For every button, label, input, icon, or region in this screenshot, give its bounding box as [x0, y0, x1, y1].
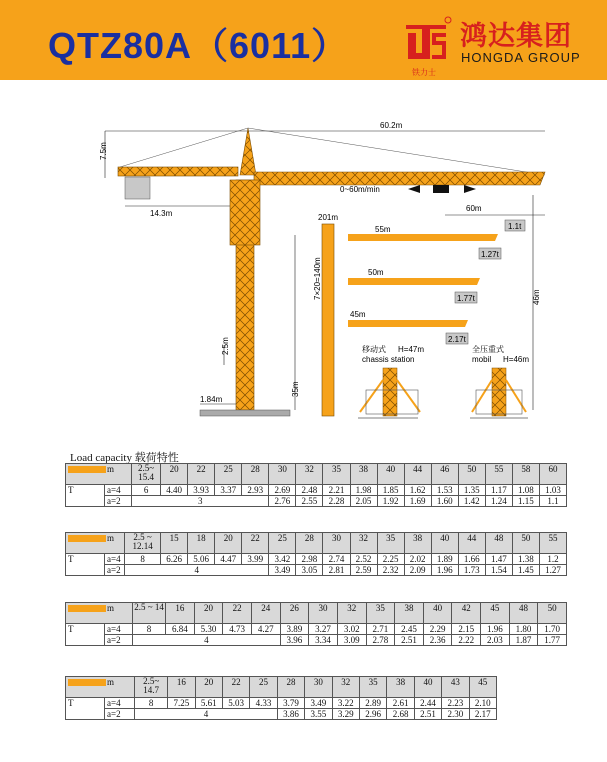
load-value: 4.33 — [250, 698, 277, 709]
unit-t-label: T — [66, 485, 105, 507]
jib-swatch — [68, 466, 106, 473]
reeving-a4: a=4 — [105, 554, 125, 565]
radius-value: 50 — [512, 533, 539, 554]
chassis-base-drawing — [358, 368, 420, 418]
load-const: 4 — [125, 565, 269, 576]
load-value: 1.1 — [539, 496, 566, 507]
radius-header — [66, 533, 125, 554]
radius-value: 45 — [481, 603, 510, 624]
load-value: 1.87 — [509, 635, 538, 646]
load-value: 7.25 — [168, 698, 195, 709]
load-value: 2.25 — [377, 554, 404, 565]
load-first: 8 — [135, 698, 168, 709]
load-row-a2 — [66, 709, 497, 720]
tower-head — [240, 128, 256, 175]
jib-55-load: 1.27t — [481, 250, 499, 259]
load-value: 2.21 — [323, 485, 350, 496]
load-value: 1.77 — [538, 635, 567, 646]
radius-value: 20 — [195, 677, 222, 698]
jib-45 — [348, 320, 468, 327]
load-value: 1.80 — [509, 624, 538, 635]
radius-value: 44 — [458, 533, 485, 554]
load-value: 3.93 — [188, 485, 215, 496]
load-const: 4 — [135, 709, 278, 720]
chassis-label-cn: 移动式 — [362, 345, 386, 354]
radius-value: 16 — [168, 677, 195, 698]
radius-value: 20 — [194, 603, 223, 624]
load-value: 2.78 — [366, 635, 395, 646]
brand-name-en: HONGDA GROUP — [461, 50, 581, 65]
radius-value: 38 — [404, 533, 431, 554]
radius-value: 35 — [323, 464, 350, 485]
jib-45-label: 45m — [350, 310, 366, 319]
radius-value: 50 — [538, 603, 567, 624]
load-value: 3.42 — [269, 554, 296, 565]
load-value: 5.06 — [188, 554, 215, 565]
load-value: 2.32 — [377, 565, 404, 576]
load-value: 3.55 — [305, 709, 332, 720]
radius-value: 38 — [350, 464, 377, 485]
load-value: 3.99 — [242, 554, 269, 565]
load-value: 1.54 — [485, 565, 512, 576]
load-value: 4.47 — [215, 554, 242, 565]
load-value: 2.48 — [296, 485, 323, 496]
load-table-3 — [65, 602, 567, 646]
load-value: 2.76 — [269, 496, 296, 507]
unit-m-label: m — [107, 533, 115, 543]
load-value: 1.73 — [458, 565, 485, 576]
load-value: 1.15 — [512, 496, 539, 507]
load-value: 3.22 — [332, 698, 359, 709]
load-value: 3.79 — [277, 698, 304, 709]
load-value: 2.59 — [350, 565, 377, 576]
radius-value: 22 — [242, 533, 269, 554]
load-value: 2.69 — [269, 485, 296, 496]
radius-value: 22 — [223, 603, 252, 624]
right-height-label: 46m — [532, 289, 541, 305]
load-value: 2.51 — [395, 635, 424, 646]
radius-first: 2.5 ~ 14 — [133, 603, 166, 624]
load-value: 2.93 — [242, 485, 269, 496]
load-value: 2.74 — [323, 554, 350, 565]
radius-value: 35 — [366, 603, 395, 624]
reeving-a2: a=2 — [105, 496, 132, 507]
logo-subtitle: 铁力士 — [412, 68, 436, 77]
unit-t-label: T — [66, 554, 105, 576]
brand-name-cn: 鸿达集团 — [460, 21, 572, 52]
load-value: 2.71 — [366, 624, 395, 635]
jib-swatch — [68, 605, 106, 612]
load-value: 2.68 — [387, 709, 414, 720]
load-value: 2.52 — [350, 554, 377, 565]
load-value: 1.96 — [481, 624, 510, 635]
load-value: 2.03 — [481, 635, 510, 646]
load-value: 2.45 — [395, 624, 424, 635]
load-value: 2.44 — [414, 698, 441, 709]
radius-value: 38 — [387, 677, 414, 698]
load-value: 1.38 — [512, 554, 539, 565]
unit-t-label: T — [66, 624, 105, 646]
jib-45-load: 2.17t — [448, 335, 466, 344]
mobil-base-drawing — [470, 368, 528, 418]
load-value: 3.05 — [296, 565, 323, 576]
load-value: 2.23 — [442, 698, 469, 709]
load-value: 2.28 — [323, 496, 350, 507]
load-value: 1.70 — [538, 624, 567, 635]
radius-value: 46 — [431, 464, 458, 485]
reeving-a4: a=4 — [105, 698, 135, 709]
load-row-a2 — [66, 565, 567, 576]
radius-header — [66, 677, 135, 698]
load-value: 3.27 — [309, 624, 338, 635]
load-value: 1.96 — [431, 565, 458, 576]
load-capacity-title: Load capacity 载荷特性 — [70, 452, 179, 464]
radius-first: 2.5~ 15.4 — [132, 464, 161, 485]
jib-55 — [348, 234, 498, 241]
tip-radius-label: 60m — [466, 204, 482, 213]
top-height-label: 7.5m — [99, 142, 108, 160]
load-first: 8 — [125, 554, 161, 565]
reeving-a2: a=2 — [105, 709, 135, 720]
load-row-a2 — [66, 635, 567, 646]
mobil-label-cn: 全压重式 — [472, 345, 504, 354]
load-value: 2.02 — [404, 554, 431, 565]
radius-value: 25 — [215, 464, 242, 485]
load-value: 3.89 — [280, 624, 309, 635]
radius-header — [66, 603, 133, 624]
load-value: 3.49 — [269, 565, 296, 576]
load-value: 2.05 — [350, 496, 377, 507]
load-value: 3.29 — [332, 709, 359, 720]
radius-value: 24 — [251, 603, 280, 624]
load-value: 2.29 — [423, 624, 452, 635]
radius-value: 43 — [442, 677, 469, 698]
radius-value: 30 — [305, 677, 332, 698]
load-value: 3.34 — [309, 635, 338, 646]
radius-value: 50 — [458, 464, 485, 485]
radius-value: 22 — [222, 677, 249, 698]
load-value: 2.09 — [404, 565, 431, 576]
radius-value: 40 — [414, 677, 441, 698]
radius-value: 18 — [188, 533, 215, 554]
jib-50-label: 50m — [368, 268, 384, 277]
radius-first: 2.5~ 14.7 — [135, 677, 168, 698]
radius-value: 48 — [509, 603, 538, 624]
radius-row — [66, 464, 567, 485]
mast-sections-label: 7×20=140m — [313, 257, 322, 300]
load-table-2 — [65, 532, 567, 576]
load-value: 3.86 — [277, 709, 304, 720]
radius-value: 28 — [242, 464, 269, 485]
hongda-logo — [400, 15, 452, 67]
load-value: 3.96 — [280, 635, 309, 646]
base-height-label: 35m — [291, 381, 300, 397]
radius-value: 42 — [452, 603, 481, 624]
reeving-a2: a=2 — [105, 635, 133, 646]
load-value: 2.15 — [452, 624, 481, 635]
radius-value: 26 — [280, 603, 309, 624]
load-row-a4 — [66, 624, 567, 635]
load-value: 2.55 — [296, 496, 323, 507]
tower-base — [200, 410, 290, 416]
load-value: 2.98 — [296, 554, 323, 565]
radius-value: 40 — [377, 464, 404, 485]
jib-length-label: 60.2m — [380, 121, 403, 130]
base-width-label: 1.84m — [200, 395, 223, 404]
load-value: 1.85 — [377, 485, 404, 496]
counter-jib-label: 14.3m — [150, 209, 173, 218]
counter-jib — [118, 167, 238, 176]
load-value: 5.30 — [194, 624, 223, 635]
counterweight — [125, 177, 150, 199]
load-value: 2.96 — [359, 709, 386, 720]
load-value: 1.53 — [431, 485, 458, 496]
radius-value: 30 — [269, 464, 296, 485]
load-const: 4 — [133, 635, 281, 646]
load-value: 1.66 — [458, 554, 485, 565]
load-value: 2.51 — [414, 709, 441, 720]
mobil-label-en: mobil — [472, 355, 492, 364]
load-value: 2.61 — [387, 698, 414, 709]
load-value: 1.17 — [485, 485, 512, 496]
load-value: 1.24 — [485, 496, 512, 507]
radius-value: 30 — [309, 603, 338, 624]
radius-value: 30 — [323, 533, 350, 554]
mobil-height: H=46m — [503, 355, 530, 364]
radius-value: 25 — [269, 533, 296, 554]
load-value: 2.10 — [469, 698, 496, 709]
load-value: 1.69 — [404, 496, 431, 507]
radius-value: 28 — [277, 677, 304, 698]
height-201-label: 201m — [318, 213, 339, 222]
load-value: 1.89 — [431, 554, 458, 565]
chassis-height: H=47m — [398, 345, 425, 354]
unit-m-label: m — [107, 603, 115, 613]
unit-m-label: m — [107, 677, 115, 687]
radius-value: 38 — [395, 603, 424, 624]
load-value: 1.98 — [350, 485, 377, 496]
load-value: 4.73 — [223, 624, 252, 635]
unit-m-label: m — [107, 464, 115, 474]
radius-value: 55 — [485, 464, 512, 485]
load-value: 2.36 — [423, 635, 452, 646]
jib-50-load: 1.77t — [457, 294, 475, 303]
load-value: 2.81 — [323, 565, 350, 576]
load-value: 6.84 — [166, 624, 195, 635]
jib-50 — [348, 278, 480, 285]
load-value: 1.45 — [512, 565, 539, 576]
radius-value: 35 — [377, 533, 404, 554]
jib-55-label: 55m — [375, 225, 391, 234]
radius-row — [66, 603, 567, 624]
radius-value: 32 — [350, 533, 377, 554]
load-value: 4.27 — [251, 624, 280, 635]
radius-value: 32 — [296, 464, 323, 485]
load-value: 1.42 — [458, 496, 485, 507]
load-row-a4 — [66, 554, 567, 565]
load-value: 2.17 — [469, 709, 496, 720]
load-value: 1.2 — [539, 554, 566, 565]
load-table-1 — [65, 463, 567, 507]
load-value: 3.49 — [305, 698, 332, 709]
radius-value: 44 — [404, 464, 431, 485]
load-row-a2 — [66, 496, 567, 507]
load-value: 1.08 — [512, 485, 539, 496]
radius-value: 15 — [161, 533, 188, 554]
reeving-a4: a=4 — [105, 485, 132, 496]
radius-row — [66, 533, 567, 554]
load-value: 3.37 — [215, 485, 242, 496]
main-jib — [254, 172, 545, 185]
radius-value: 60 — [539, 464, 566, 485]
radius-value: 40 — [423, 603, 452, 624]
radius-value: 40 — [431, 533, 458, 554]
radius-value: 32 — [337, 603, 366, 624]
crane-diagram — [0, 80, 607, 435]
load-value: 3.09 — [337, 635, 366, 646]
load-value: 2.30 — [442, 709, 469, 720]
tip-load-label: 1.1t — [508, 222, 522, 231]
radius-header — [66, 464, 132, 485]
load-row-a4 — [66, 698, 497, 709]
model-title: QTZ80A（6011） — [48, 25, 349, 66]
load-value: 1.03 — [539, 485, 566, 496]
load-value: 2.89 — [359, 698, 386, 709]
load-value: 5.61 — [195, 698, 222, 709]
radius-value: 22 — [188, 464, 215, 485]
load-first: 6 — [132, 485, 161, 496]
unit-t-label: T — [66, 698, 105, 720]
radius-first: 2.5 ~ 12.14 — [125, 533, 161, 554]
load-first: 8 — [133, 624, 166, 635]
radius-value: 55 — [539, 533, 566, 554]
load-value: 1.47 — [485, 554, 512, 565]
load-value: 5.03 — [222, 698, 249, 709]
radius-value: 25 — [250, 677, 277, 698]
reeving-a4: a=4 — [105, 624, 133, 635]
radius-value: 32 — [332, 677, 359, 698]
load-value: 1.92 — [377, 496, 404, 507]
height-bar — [322, 224, 334, 416]
load-value: 3.02 — [337, 624, 366, 635]
load-row-a4 — [66, 485, 567, 496]
load-value: 6.26 — [161, 554, 188, 565]
radius-value: 16 — [166, 603, 195, 624]
radius-value: 58 — [512, 464, 539, 485]
radius-value: 20 — [215, 533, 242, 554]
radius-row — [66, 677, 497, 698]
jib-swatch — [68, 679, 106, 686]
load-value: 4.40 — [161, 485, 188, 496]
load-value: 2.22 — [452, 635, 481, 646]
load-value: 1.35 — [458, 485, 485, 496]
section-height-label: 2.5m — [221, 337, 230, 355]
jib-swatch — [68, 535, 106, 542]
load-const: 3 — [132, 496, 269, 507]
radius-value: 28 — [296, 533, 323, 554]
radius-value: 48 — [485, 533, 512, 554]
load-value: 1.62 — [404, 485, 431, 496]
load-value: 1.60 — [431, 496, 458, 507]
reeving-a2: a=2 — [105, 565, 125, 576]
chassis-label-en: chassis station — [362, 355, 415, 364]
load-table-4 — [65, 676, 497, 720]
radius-value: 20 — [161, 464, 188, 485]
radius-value: 45 — [469, 677, 496, 698]
load-value: 1.27 — [539, 565, 566, 576]
radius-value: 35 — [359, 677, 386, 698]
speed-label: 0~60m/min — [340, 185, 380, 194]
